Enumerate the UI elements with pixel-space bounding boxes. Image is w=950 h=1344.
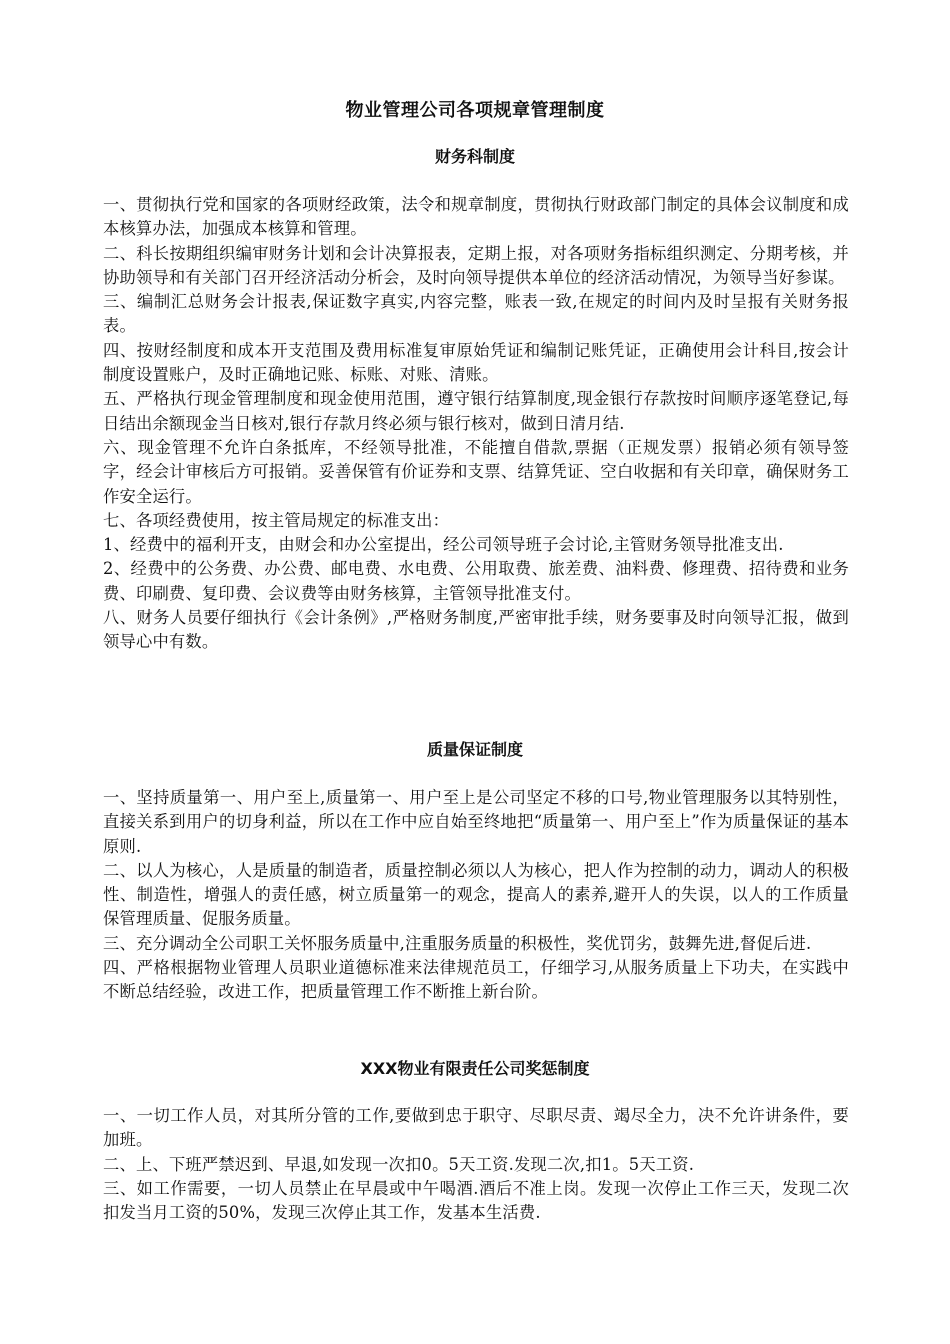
paragraph: 三、如工作需要，一切人员禁止在早晨或中午喝酒.酒后不准上岗。发现一次停止工作三天，发现二次扣发当月工资的50%，发现三次停止其工作，发基本生活费.: [103, 1178, 849, 1223]
paragraph: 一、一切工作人员，对其所分管的工作,要做到忠于职守、尽职尽责、竭尽全力，决不允许讲条件，要加班。: [103, 1106, 849, 1150]
document-title: 物业管理公司各项规章管理制度: [345, 100, 605, 121]
paragraph: 2、经费中的公务费、办公费、邮电费、水电费、公用取费、旅差费、油料费、修理费、招待费和业务费、印刷费、复印费、会议费等由财务核算，主管领导批准支付。: [103, 559, 849, 603]
section-body-rewards: [103, 1104, 849, 1225]
paragraph: 二、上、下班严禁迟到、早退,如发现一次扣0。5天工资.发现二次,扣1。5天工资.: [103, 1154, 695, 1174]
paragraph: 八、财务人员要仔细执行《会计条例》,严格财务制度,严密审批手续，财务要事及时向领导汇报，做到领导心中有数。: [103, 608, 849, 652]
paragraph: 五、严格执行现金管理制度和现金使用范围，遵守银行结算制度,现金银行存款按时间顺序逐笔登记,每日结出余额现金当日核对,银行存款月终必须与银行核对，做到日清月结.: [103, 389, 849, 433]
paragraph: 二、科长按期组织编审财务计划和会计决算报表，定期上报，对各项财务指标组织测定、分期考核，并协助领导和有关部门召开经济活动分析会，及时向领导提供本单位的经济活动情况，为领导当好参谋。: [103, 243, 849, 287]
section-body-quality: [103, 786, 849, 1005]
paragraph: 三、充分调动全公司职工关怀服务质量中,注重服务质量的积极性，奖优罚劣，鼓舞先进,督促后进.: [103, 933, 812, 953]
section-heading-rewards: XXX物业有限责任公司奖惩制度: [360, 1059, 590, 1078]
section-body-finance: [103, 193, 849, 655]
paragraph: 1、经费中的福利开支，由财会和办公室提出，经公司领导班子会讨论,主管财务领导批准支出.: [103, 535, 784, 555]
paragraph: 四、严格根据物业管理人员职业道德标准来法律规范员工，仔细学习,从服务质量上下功夫，在实践中不断总结经验，改进工作，把质量管理工作不断推上新台阶。: [103, 958, 849, 1002]
paragraph: 三、编制汇总财务会计报表,保证数字真实,内容完整，账表一致,在规定的时间内及时呈报有关财务报表。: [103, 292, 849, 336]
section-heading-quality: 质量保证制度: [426, 740, 523, 759]
paragraph: 一、贯彻执行党和国家的各项财经政策，法令和规章制度，贯彻执行财政部门制定的具体会议制度和成本核算办法，加强成本核算和管理。: [103, 195, 849, 239]
paragraph: 二、以人为核心，人是质量的制造者，质量控制必须以人为核心，把人作为控制的动力，调动人的积极性、制造性，增强人的责任感，树立质量第一的观念，提高人的素养,避开人的失误，以人的工作质量保管理质量、促服务质量。: [103, 860, 849, 929]
paragraph: 六、现金管理不允许白条抵库，不经领导批准，不能擅自借款,票据（正规发票）报销必须有领导签字，经会计审核后方可报销。妥善保管有价证券和支票、结算凭证、空白收据和有关印章，确保财务工作安全运行。: [103, 437, 849, 506]
paragraph: 一、坚持质量第一、用户至上,质量第一、用户至上是公司坚定不移的口号,物业管理服务以其特别性，直接关系到用户的切身利益，所以在工作中应自始至终地把“质量第一、用户至上”作为质量保证的基本原则.: [103, 788, 849, 856]
paragraph: 四、按财经制度和成本开支范围及费用标准复审原始凭证和编制记账凭证，正确使用会计科目,按会计制度设置账户，及时正确地记账、标账、对账、清账。: [103, 340, 849, 385]
paragraph: 七、各项经费使用，按主管局规定的标准支出：: [103, 510, 450, 530]
section-heading-finance: 财务科制度: [434, 147, 515, 166]
